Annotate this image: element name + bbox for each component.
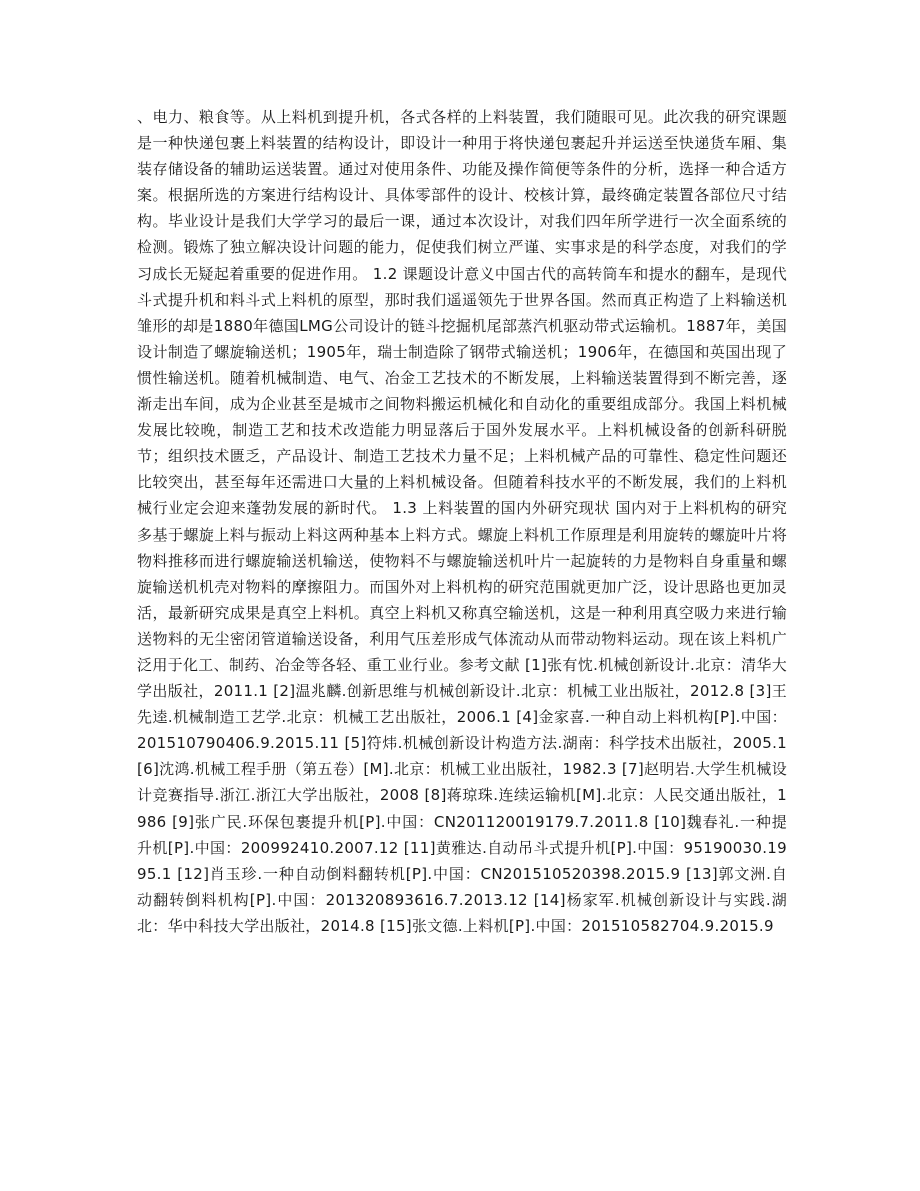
body-paragraph: 、电力、粮食等。从上料机到提升机，各式各样的上料装置，我们随眼可见。此次我的研究课题是一种快递包裹上料装置的结构设计，即设计一种用于将快递包裹起升并运送至快递货车厢、集装存储设备的辅助运送装置。通过对使用条件、功能及操作简便等条件的分析，选择一种合适方案。根据所选的方案进行结构设计、具体零部件的设计、校核计算，最终确定装置各部位尺寸结构。毕业设计是我们大学学习的最后一课，通过本次设计，对我们四年所学进行一次全面系统的检测。锻炼了独立解决设计问题的能力，促使我们树立严谨、实事求是的科学态度，对我们的学习成长无疑起着重要的促进作用。 1.2 课题设计意义中国古代的高转筒车和提水的翻车，是现代斗式提升机和料斗式上料机的原型，那时我们遥遥领先于世界各国。然而真正构造了上料输送机雏形的却是1880年德国LMG公司设计的链斗挖掘机尾部蒸汽机驱动带式运输机。1887年，美国设计制造了螺旋输送机；1905年，瑞士制造除了钢带式输送机；1906年，在德国和英国出现了惯性输送机。随着机械制造、电气、冶金工艺技术的不断发展，上料输送装置得到不断完善，逐渐走出车间，成为企业甚至是城市之间物料搬运机械化和自动化的重要组成部分。我国上料机械发展比较晚，制造工艺和技术改造能力明显落后于国外发展水平。上料机械设备的创新科研脱节；组织技术匮乏，产品设计、制造工艺技术力量不足；上料机械产品的可靠性、稳定性问题还比较突出，甚至每年还需进口大量的上料机械设备。但随着科技水平的不断发展，我们的上料机械行业定会迎来蓬勃发展的新时代。 1.3 上料装置的国内外研究现状 国内对于上料机构的研究多基于螺旋上料与振动上料这两种基本上料方式。螺旋上料机工作原理是利用旋转的螺旋叶片将物料推移而进行螺旋输送机输送，使物料不与螺旋输送机叶片一起旋转的力是物料自身重量和螺旋输送机机壳对物料的摩擦阻力。而国外对上料机构的研究范围就更加广泛，设计思路也更加灵活，最新研究成果是真空上料机。真空上料机又称真空输送机，这是一种利用真空吸力来进行输送物料的无尘密闭管道输送设备，利用气压差形成气体流动从而带动物料运动。现在该上料机广泛用于化工、制药、冶金等各轻、重工业行业。参考文献 [1]张有忱.机械创新设计.北京：清华大学出版社，2011.1 [2]温兆麟.创新思维与机械创新设计.北京：机械工业出版社，2012.8 [3]王先逵.机械制造工艺学.北京：机械工艺出版社，2006.1 [4]金家喜.一种自动上料机构[P].中国：201510790406.9.2015.11 [5]符炜.机械创新设计构造方法.湖南：科学技术出版社，2005.1 [6]沈鸿.机械工程手册（第五卷）[M].北京：机械工业出版社，1982.3 [7]赵明岩.大学生机械设计竞赛指导.浙江.浙江大学出版社，2008 [8]蒋琼珠.连续运输机[M].北京：人民交通出版社，1986 [9]张广民.环保包裹提升机[P].中国：CN201120019179.7.2011.8 [10]魏春礼.一种提升机[P].中国：200992410.2007.12 [11]黄雅达.自动吊斗式提升机[P].中国：95190030.1995.1 [12]肖玉珍.一种自动倒料翻转机[P].中国：CN201510520398.2015.9 [13]郭文洲.自动翻转倒料机构[P].中国：201320893616.7.2013.12 [14]杨家军.机械创新设计与实践.湖北：华中科技大学出版社，2014.8 [15]张文德.上料机[P].中国：201510582704.9.2015.9 [137,108,787,935]
document-page [137,104,787,939]
